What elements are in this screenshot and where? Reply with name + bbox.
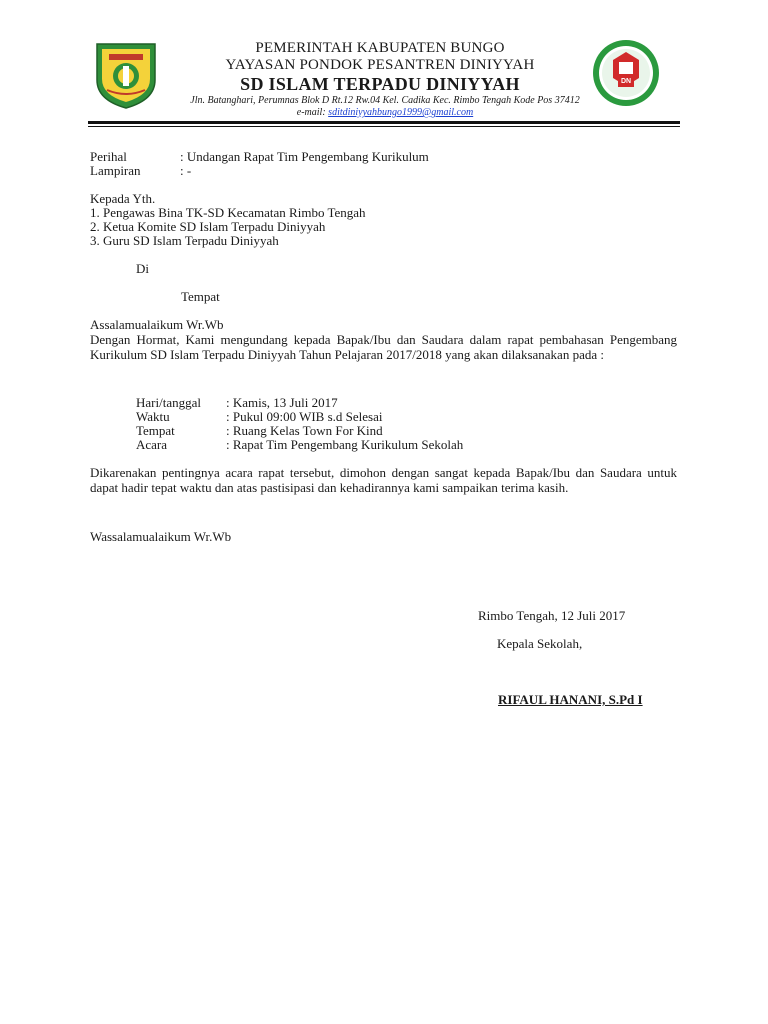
school-emblem-text: DN [620,78,632,85]
letterhead-line-school: SD ISLAM TERPADU DINIYYAH [240,74,520,94]
email-label: e-mail: [296,107,326,118]
letterhead-address: Jln. Batanghari, Perumnas Blok D Rt.12 Rw.04 Kel. Cadika Kec. Rimbo Tengah Kode Pos 37412 [190,95,580,106]
lampiran-label: Lampiran [90,163,141,178]
letterhead-divider-thick [88,121,680,124]
perihal-label: Perihal [90,149,127,164]
detail-label: Acara [136,437,168,452]
farewell: Wassalamualaikum Wr.Wb [90,529,232,544]
detail-value: : Rapat Tim Pengembang Kurikulum Sekolah [226,437,464,452]
detail-label: Tempat [136,423,175,438]
signature-title: Kepala Sekolah, [497,636,583,651]
recipient-item: 3. Guru SD Islam Terpadu Diniyyah [90,233,279,248]
letterhead-divider-thin [88,126,680,127]
closing-paragraph: Dikarenakan pentingnya acara rapat tersebut, dimohon dengan sangat kepada Bapak/Ibu dan Saudara untuk dapat hadir tepat waktu dan atas pastisipasi dan kehadirannya kami sampaikan terima kasih. [90,465,677,495]
signatory-name: RIFAUL HANANI, S.Pd I [498,692,643,707]
recipient-item: 2. Ketua Komite SD Islam Terpadu Diniyyah [90,219,326,234]
lampiran-value: : - [180,163,192,178]
perihal-value: : Undangan Rapat Tim Pengembang Kurikulum [180,149,429,164]
detail-label: Hari/tanggal [136,395,201,410]
greeting: Assalamualaikum Wr.Wb [90,317,224,332]
recipient-tempat: Tempat [181,289,220,304]
recipient-di: Di [136,261,149,276]
letterhead-email-line [90,107,680,119]
detail-value: : Ruang Kelas Town For Kind [226,423,383,438]
detail-value: : Kamis, 13 Juli 2017 [226,395,338,410]
letterhead-line-foundation: YAYASAN PONDOK PESANTREN DINIYYAH [225,57,535,73]
place-date: Rimbo Tengah, 12 Juli 2017 [478,608,626,623]
intro-paragraph: Dengan Hormat, Kami mengundang kepada Bapak/Ibu dan Saudara dalam rapat pembahasan Pengembang Kurikulum SD Islam Terpadu Diniyyah Tahun Pelajaran 2017/2018 yang akan dilaksanakan pada : [90,332,677,362]
detail-value: : Pukul 09:00 WIB s.d Selesai [226,409,383,424]
detail-label: Waktu [136,409,170,424]
letterhead-title [160,40,600,94]
email-link[interactable]: sditdiniyyahbungo1999@gmail.com [328,107,474,118]
letterhead-line-government: PEMERINTAH KABUPATEN BUNGO [255,40,505,56]
recipient-item: 1. Pengawas Bina TK-SD Kecamatan Rimbo Tengah [90,205,366,220]
recipient-heading: Kepada Yth. [90,191,156,206]
